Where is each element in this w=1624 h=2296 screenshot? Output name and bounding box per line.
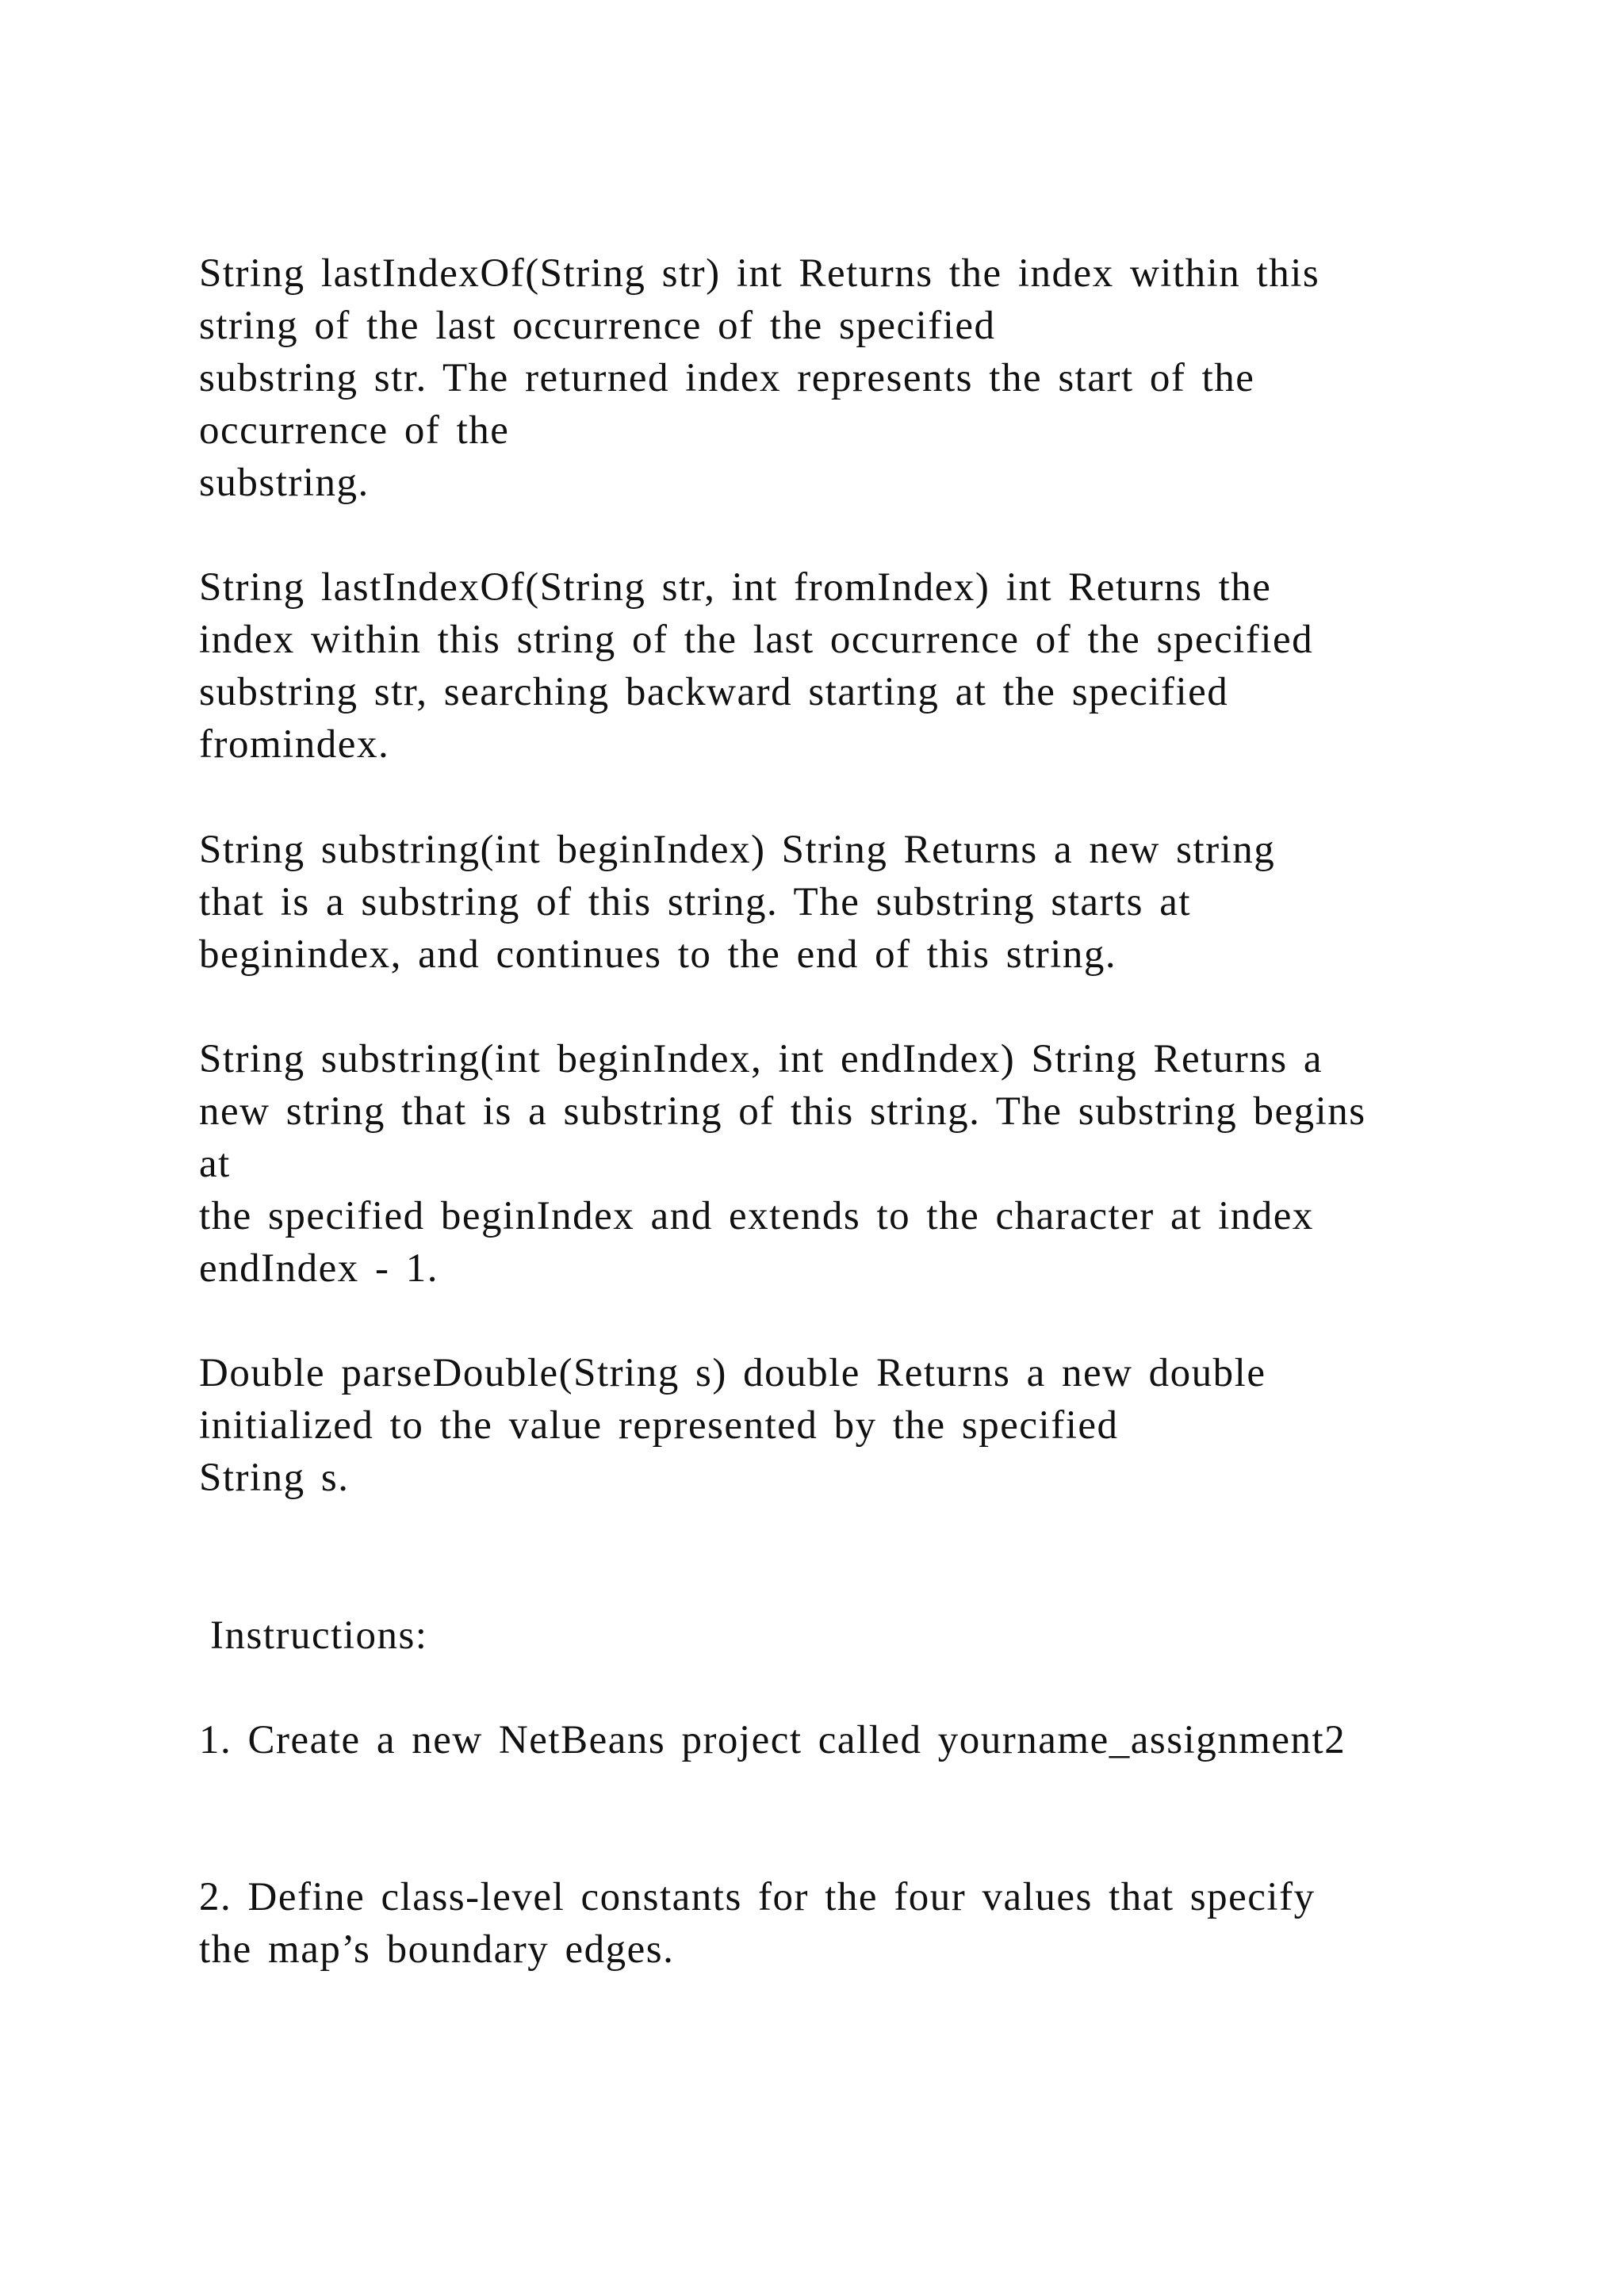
text-line: new string that is a substring of this string. The substring begins — [199, 1089, 1366, 1134]
text-line: String substring(int beginIndex) String Returns a new string — [199, 828, 1276, 872]
text-line: substring. — [199, 461, 370, 505]
text-line: fromindex. — [199, 722, 390, 767]
text-line: Double parseDouble(String s) double Returns a new double — [199, 1351, 1266, 1395]
text-line: the specified beginIndex and extends to the character at index — [199, 1194, 1314, 1238]
text-line: String substring(int beginIndex, int endIndex) String Returns a — [199, 1037, 1323, 1081]
text-line: occurrence of the — [199, 408, 510, 453]
text-line: endIndex - 1. — [199, 1246, 439, 1291]
text-line: string of the last occurrence of the specified — [199, 304, 996, 348]
text-line: at — [199, 1142, 231, 1186]
instructions-heading: Instructions: — [210, 1613, 428, 1658]
text-line: String lastIndexOf(String str) int Returns the index within this — [199, 251, 1320, 296]
text-line: substring str, searching backward starting at the specified — [199, 670, 1229, 714]
text-line: String s. — [199, 1456, 350, 1500]
text-line: String lastIndexOf(String str, int fromIndex) int Returns the — [199, 565, 1272, 610]
text-line: index within this string of the last occurrence of the specified — [199, 618, 1314, 662]
text-line: initialized to the value represented by the specified — [199, 1403, 1119, 1448]
text-line: 1. Create a new NetBeans project called yourname_assignment2 — [199, 1718, 1346, 1762]
text-line: substring str. The returned index represents the start of the — [199, 356, 1255, 400]
text-line: that is a substring of this string. The substring starts at — [199, 880, 1192, 924]
text-line: beginindex, and continues to the end of this string. — [199, 932, 1117, 977]
text-line: 2. Define class-level constants for the four values that specify — [199, 1875, 1316, 1919]
text-line: the map’s boundary edges. — [199, 1927, 675, 1972]
